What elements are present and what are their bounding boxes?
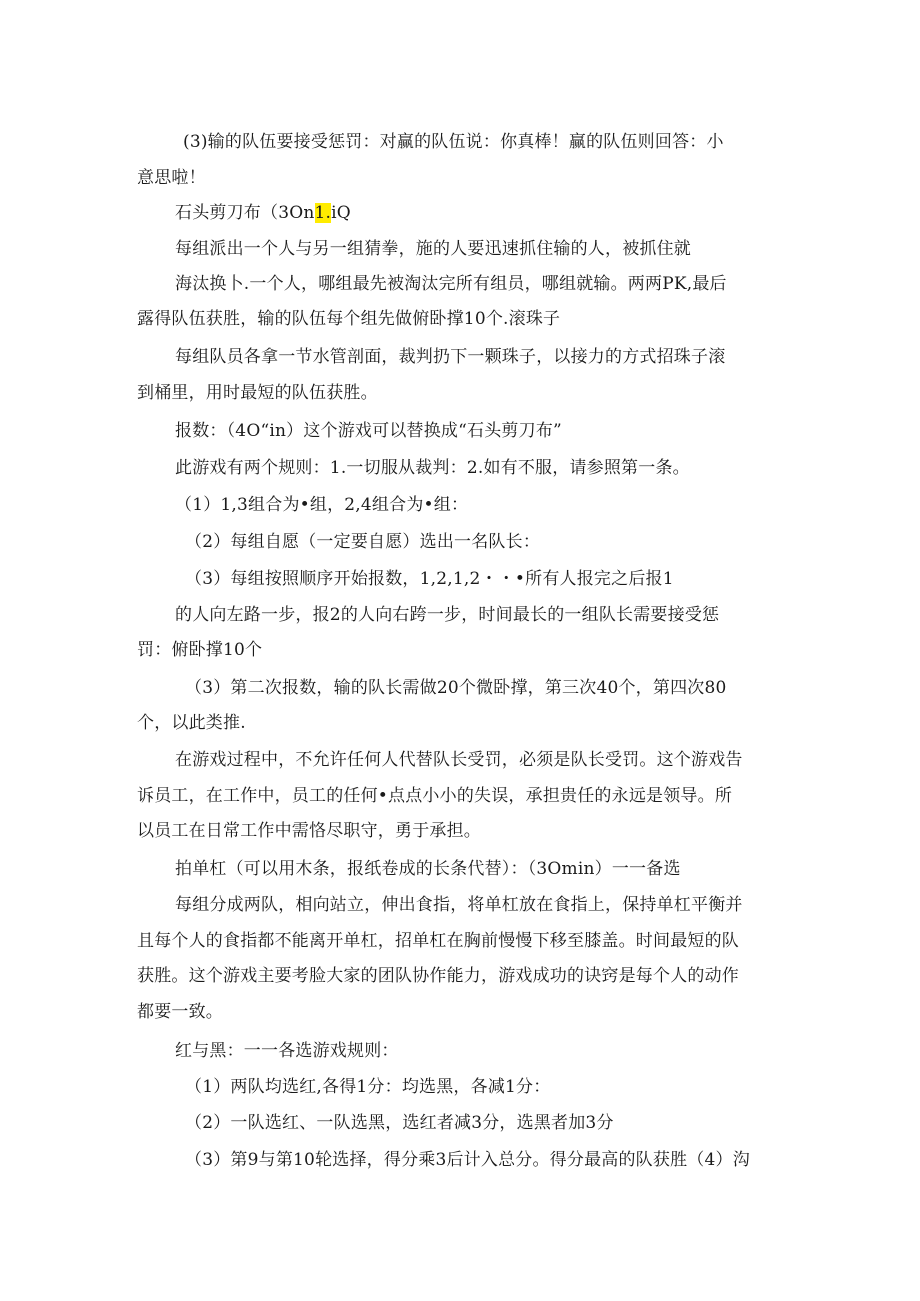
paragraph-line: 且每个人的食指都不能离开单杠，招单杠在胸前慢慢下移至膝盖。时间最短的队	[137, 931, 739, 951]
paragraph-line: 此游戏有两个规则：1.一切服从裁判：2.如有不服，请参照第一条。	[175, 458, 690, 478]
paragraph-line: 意思啦！	[137, 168, 206, 188]
list-item: （2）一队选红、一队选黑，选红者减3分，选黑者加3分	[185, 1113, 614, 1133]
paragraph-line: 每组分成两队，相向站立，伸出食指，将单杠放在食指上，保持单杠平衡并	[175, 895, 743, 915]
paragraph-line: 罚：俯卧撑10个	[137, 640, 263, 660]
paragraph-line: 海汰换卜.一个人，哪组最先被淘汰完所有组员，哪组就输。两两PK,最后	[175, 274, 727, 294]
paragraph-line: 获胜。这个游戏主要考脸大家的团队协作能力，游戏成功的诀窍是每个人的动作	[137, 966, 739, 986]
list-item: （2）每组自愿（一定要自愿）选出一名队长：	[185, 532, 541, 552]
paragraph-line: 每组派出一个人与另一组猜拳，施的人要迅速抓住输的人，被抓住就	[175, 239, 691, 259]
paragraph-line: 诉员工，在工作中，员工的任何•点点小小的失误，承担贵任的永远是领导。所	[137, 786, 733, 806]
paragraph-line: 露得队伍获胜，输的队伍每个组先做俯卧撑10个.滚珠子	[137, 309, 561, 329]
paragraph-line: 每组队员各拿一节水管剖面，裁判扔下一颗珠子，以接力的方式招珠子滚	[175, 347, 726, 367]
list-item: （3）第二次报数，输的队长需做20个微卧撑，第三次40个，第四次80	[185, 678, 727, 698]
list-item: （3）每组按照顺序开始报数，1,2,1,2・・•所有人报完之后报1	[185, 569, 674, 589]
heading-text-tail: iQ	[331, 203, 351, 223]
paragraph-line: 以员工在日常工作中需恪尽职守，勇于承担。	[137, 821, 481, 841]
section-heading-rock-paper-scissors	[175, 201, 351, 225]
paragraph-line: 在游戏过程中，不允许任何人代替队长受罚，必须是队长受罚。这个游戏告	[175, 750, 743, 770]
paragraph-line: 的人向左路一步，报2的人向右跨一步，时间最长的一组队长需要接受惩	[175, 605, 720, 625]
paragraph-line: 个，以此类推.	[137, 713, 246, 733]
list-item: （1）1,3组合为•组，2,4组合为•组：	[175, 495, 469, 515]
section-heading-red-and-black: 红与黑：一一各选游戏规则：	[175, 1041, 399, 1061]
paragraph-line: 都要一致。	[137, 1002, 223, 1022]
paragraph-line: 到桶里，用时最短的队伍获胜。	[137, 383, 378, 403]
heading-text: 石头剪刀布（3On	[175, 203, 315, 223]
list-item: （3）第9与第10轮选择，得分乘3后计入总分。得分最高的队获胜（4）沟	[185, 1150, 750, 1170]
list-item: （1）两队均选红,各得1分：均选黑，各减1分：	[185, 1077, 551, 1097]
section-heading-single-bar: 拍单杠（可以用木条，报纸卷成的长条代替）：（3Omin）一一备选	[175, 859, 681, 879]
highlighted-text: 1.	[314, 203, 332, 223]
paragraph-line: (3)输的队伍要接受惩罚：对赢的队伍说：你真棒！赢的队伍则回答：小	[183, 132, 724, 152]
section-heading-counting: 报数：（4O“in）这个游戏可以替换成“石头剪刀布”	[175, 421, 562, 441]
